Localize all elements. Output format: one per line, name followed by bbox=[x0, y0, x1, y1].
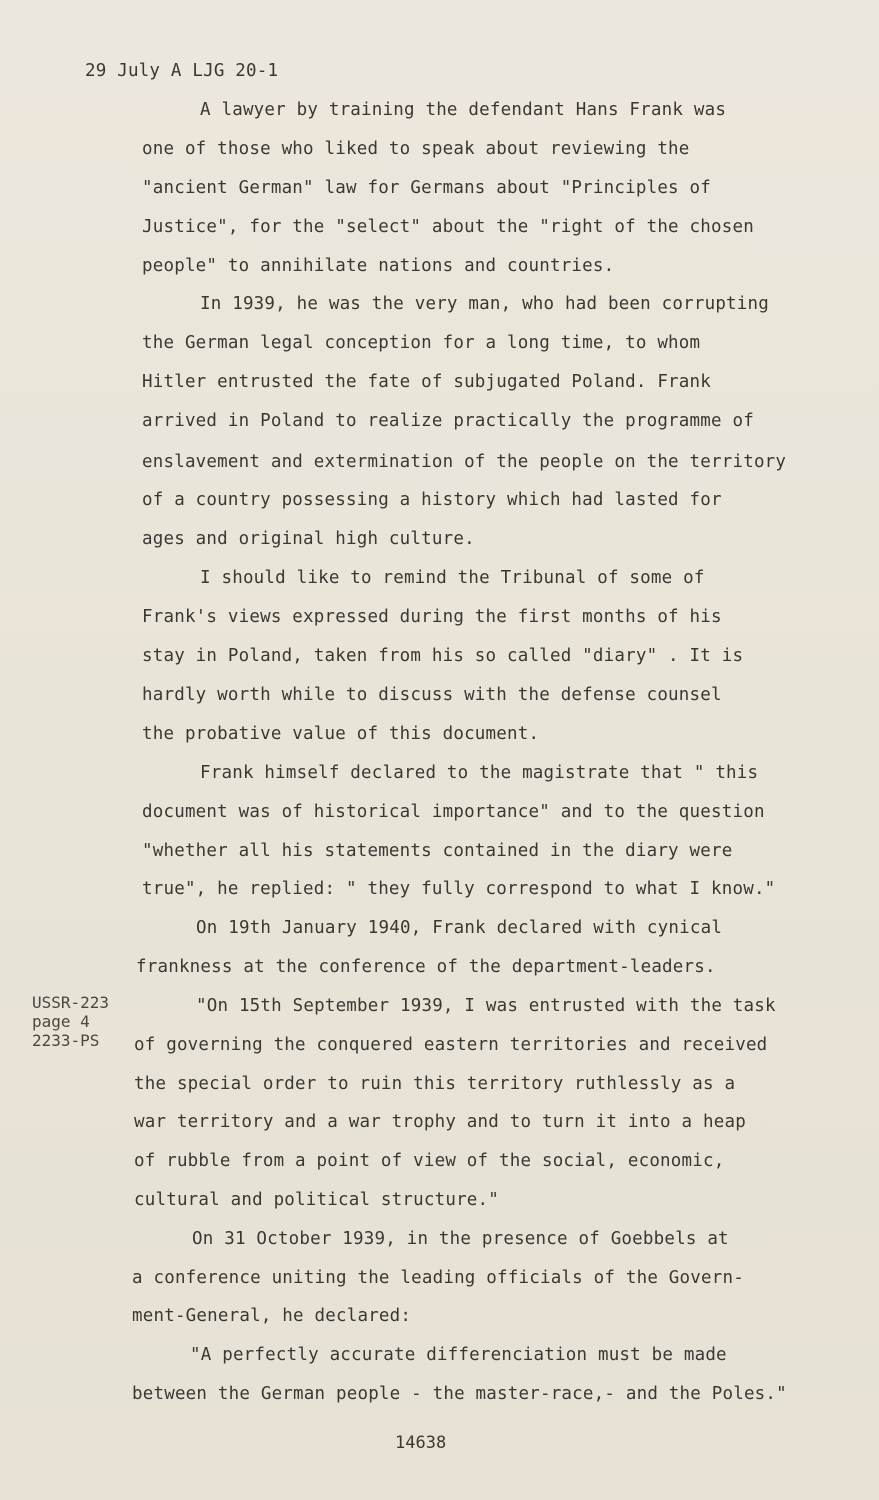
text-line: Frank's views expressed during the first months of his bbox=[142, 607, 722, 627]
text-line: Frank himself declared to the magistrate that " this bbox=[200, 763, 759, 783]
text-line: of rubble from a point of view of the social, economic, bbox=[134, 1151, 725, 1171]
text-line: "A perfectly accurate differenciation must be made bbox=[190, 1345, 727, 1365]
text-line: cultural and political structure." bbox=[134, 1190, 500, 1210]
text-line: between the German people - the master-race,- and the Poles." bbox=[132, 1384, 787, 1404]
text-line: enslavement and extermination of the people on the territory bbox=[142, 452, 787, 472]
text-line: stay in Poland, taken from his so called "diary" . It is bbox=[142, 646, 744, 666]
text-line: On 31 October 1939, in the presence of Goebbels at bbox=[192, 1229, 729, 1249]
text-line: frankness at the conference of the department-leaders. bbox=[136, 957, 716, 977]
text-line: hardly worth while to discuss with the defense counsel bbox=[142, 685, 722, 705]
text-line: true", he replied: " they fully correspond to what I know." bbox=[142, 879, 776, 899]
text-line: On 19th January 1940, Frank declared with cynical bbox=[196, 918, 723, 938]
text-line: "On 15th September 1939, I was entrusted with the task bbox=[196, 996, 776, 1016]
text-line: of a country possessing a history which had lasted for bbox=[142, 490, 722, 510]
margin-note: 2233-PS bbox=[32, 1031, 100, 1050]
text-line: Hitler entrusted the fate of subjugated Poland. Frank bbox=[142, 372, 712, 392]
margin-note: USSR-223 bbox=[32, 993, 110, 1012]
text-line: war territory and a war trophy and to turn it into a heap bbox=[134, 1112, 746, 1132]
text-line: the probative value of this document. bbox=[142, 724, 540, 744]
text-line: one of those who liked to speak about reviewing the bbox=[142, 139, 690, 159]
document-header: 29 July A LJG 20-1 bbox=[85, 61, 279, 81]
text-line: In 1939, he was the very man, who had been corrupting bbox=[200, 294, 770, 314]
text-line: the German legal conception for a long time, to whom bbox=[142, 333, 701, 353]
text-line: a conference uniting the leading officials of the Govern- bbox=[132, 1268, 744, 1288]
text-line: people" to annihilate nations and countries. bbox=[142, 256, 615, 276]
text-line: A lawyer by training the defendant Hans Frank was bbox=[200, 100, 727, 120]
text-line: ment-General, he declared: bbox=[132, 1306, 412, 1326]
text-line: document was of historical importance" and to the question bbox=[142, 802, 765, 822]
text-line: "whether all his statements contained in the diary were bbox=[142, 841, 733, 861]
text-line: Justice", for the "select" about the "right of the chosen bbox=[142, 217, 754, 237]
margin-note: page 4 bbox=[32, 1012, 90, 1031]
text-line: of governing the conquered eastern territories and received bbox=[134, 1035, 768, 1055]
text-line: "ancient German" law for Germans about "Principles of bbox=[142, 178, 712, 198]
text-line: the special order to ruin this territory ruthlessly as a bbox=[134, 1074, 736, 1094]
text-line: I should like to remind the Tribunal of some of bbox=[200, 568, 705, 588]
text-line: arrived in Poland to realize practically the programme of bbox=[142, 411, 754, 431]
page-number: 14638 bbox=[395, 1433, 447, 1453]
text-line: ages and original high culture. bbox=[142, 529, 475, 549]
